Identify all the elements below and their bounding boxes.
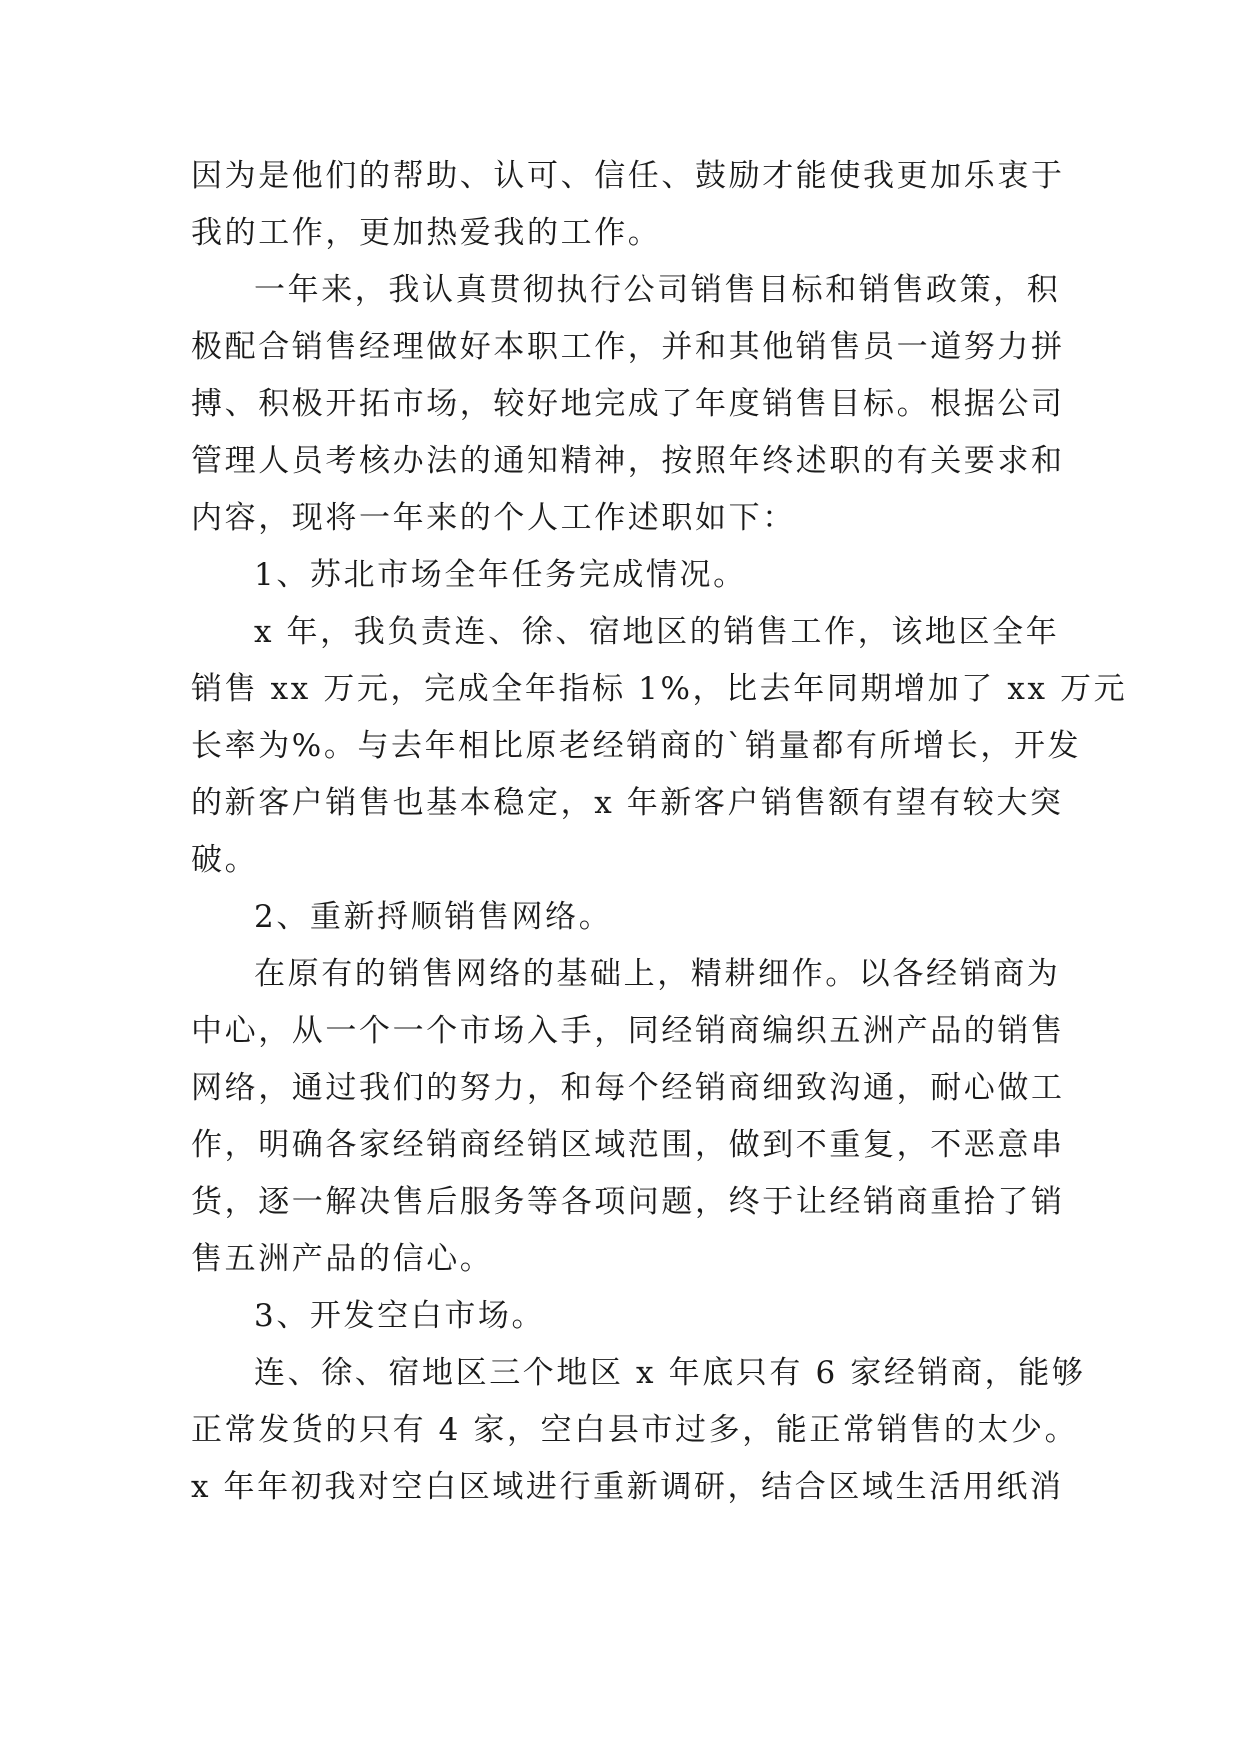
text-line: 正常发货的只有 4 家，空白县市过多，能正常销售的太少。 xyxy=(191,1412,1079,1448)
text-line: 售五洲产品的信心。 xyxy=(191,1241,494,1277)
text-line: 的新客户销售也基本稳定，x 年新客户销售额有望有较大突 xyxy=(191,785,1064,821)
text-line: 管理人员考核办法的通知精神，按照年终述职的有关要求和 xyxy=(191,443,1065,479)
text-line: 破。 xyxy=(191,842,259,878)
text-line: x 年年初我对空白区域进行重新调研，结合区域生活用纸消 xyxy=(191,1469,1064,1505)
text-line: 网络，通过我们的努力，和每个经销商细致沟通，耐心做工 xyxy=(191,1070,1065,1106)
text-line: 中心，从一个一个市场入手，同经销商编织五洲产品的销售 xyxy=(191,1013,1065,1049)
paragraph-start-line: 在原有的销售网络的基础上，精耕细作。以各经销商为 xyxy=(254,956,1061,992)
section-heading-2: 2、重新捋顺销售网络。 xyxy=(254,899,613,935)
section-heading-1: 1、苏北市场全年任务完成情况。 xyxy=(254,557,747,593)
paragraph-start-line: 连、徐、宿地区三个地区 x 年底只有 6 家经销商，能够 xyxy=(254,1355,1086,1391)
text-line: 内容，现将一年来的个人工作述职如下： xyxy=(191,500,796,536)
text-line: 销售 xx 万元，完成全年指标 1%，比去年同期增加了 xx 万元 xyxy=(191,671,1128,707)
text-line: 货，逐一解决售后服务等各项问题，终于让经销商重拾了销 xyxy=(191,1184,1065,1220)
text-line: 作，明确各家经销商经销区域范围，做到不重复，不恶意串 xyxy=(191,1127,1065,1163)
text-line: 极配合销售经理做好本职工作，并和其他销售员一道努力拼 xyxy=(191,329,1065,365)
text-line: 因为是他们的帮助、认可、信任、鼓励才能使我更加乐衷于 xyxy=(191,158,1065,194)
text-line: 搏、积极开拓市场，较好地完成了年度销售目标。根据公司 xyxy=(191,386,1065,422)
section-heading-3: 3、开发空白市场。 xyxy=(254,1298,546,1334)
paragraph-start-line: x 年，我负责连、徐、宿地区的销售工作，该地区全年 xyxy=(254,614,1060,650)
paragraph-start-line: 一年来，我认真贯彻执行公司销售目标和销售政策，积 xyxy=(254,272,1061,308)
text-line: 我的工作，更加热爱我的工作。 xyxy=(191,215,662,251)
text-line: 长率为%。与去年相比原老经销商的`销量都有所增长，开发 xyxy=(191,728,1082,764)
